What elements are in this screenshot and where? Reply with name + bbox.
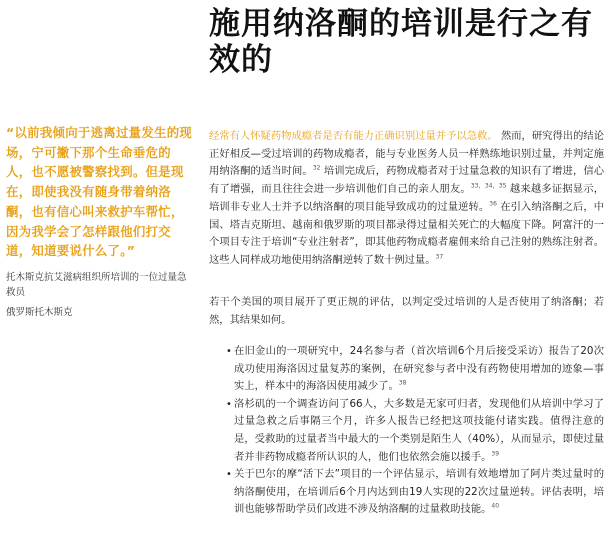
footnote-ref: 37 <box>435 253 444 261</box>
sentence: 越来越多证据显示，培训非专业人士并予以纳洛酮的项目能导致成功的过量逆转。 <box>209 183 605 213</box>
paragraph-intro <box>209 128 604 270</box>
list-item <box>209 343 604 396</box>
pull-quote: “以前我倾向于逃离过量发生的现场，宁可撇下那个生命垂危的人，也不愿被警察找到。但是现在，即使我没有随身带着纳洛酮，也有信心叫来救护车帮忙，因为我学会了怎样跟他们打交道，知道要说什么了。” <box>6 125 193 259</box>
quote-place: 俄罗斯托木斯克 <box>6 307 73 318</box>
paragraph-evaluation: 若干个美国的项目展开了更正规的评估，以判定受过培训的人是否使用了纳洛酮；若然，其结果如何。 <box>209 296 604 326</box>
page-title: 施用纳洛酮的培训是行之有效的 <box>209 6 593 78</box>
footnote-ref: 38 <box>398 379 407 387</box>
footnote-ref: 32 <box>312 164 321 172</box>
sentence: 在引入纳洛酮之后，中国、塔吉克斯坦、越南和俄罗斯的项目都录得过量相关死亡的大幅度下降。阿富汗的一个项目专注于培训“专业注射者”，即其他药物成瘾者雇佣来给自己注射的熟练注射者。这些人同样成功地使用纳洛酮逆转了数十例过量。 <box>209 200 605 266</box>
quote-attribution: 托木斯克抗艾滋病组织所培训的一位过量急救员 <box>6 272 187 298</box>
list-item-text: 洛杉矶的一个调查访问了66人，大多数是无家可归者，发现他们从培训中学习了过量急救之后事隔三个月，许多人报告已经把这项技能付诸实践。值得注意的是，受救助的过量者当中最大的一个类别是陌生人（40%），从而显示，即使过量者并非药物成瘾者所认识的人，他们也依然会施以援手。 <box>234 397 604 463</box>
bullet-icon: • <box>226 398 232 410</box>
sentence: 然而，研究得出的结论正好相反—受过培训的药物成瘾者，能与专业医务人员一样熟练地识别过量，并判定施用纳洛酮的适当时间。 <box>209 130 605 178</box>
list-item-text: 在旧金山的一项研究中，24名参与者（首次培训6个月后接受采访）报告了20次成功使用海洛因过量复苏的案例，在研究参与者中没有药物使用增加的迹象—事实上，样本中的海洛因使用减少了。 <box>234 345 604 393</box>
footnote-ref: 33，34，35 <box>470 182 507 190</box>
lead-sentence: 经常有人怀疑药物成瘾者是否有能力正确识别过量并予以急救。 <box>209 130 498 142</box>
evaluation-list <box>209 343 604 519</box>
list-item <box>209 466 604 519</box>
bullet-icon: • <box>226 346 232 357</box>
list-item-text: 关于巴尔的摩“活下去”项目的一个评估显示，培训有效地增加了阿片类过量时的纳洛酮使用，在培训后6个月内达到由19人实现的22次过量逆转。评估表明，培训也能够帮助学员们改进不涉及纳洛酮的过量救助技能。 <box>234 468 604 516</box>
list-item <box>209 396 604 466</box>
sentence: 培训完成后，药物成瘾者对于过量急救的知识有了增进，信心有了增强，而且往往会进一步培训他们自己的亲人朋友。 <box>209 165 605 196</box>
footnote-ref: 39 <box>491 450 500 458</box>
footnote-ref: 36 <box>489 200 497 208</box>
bullet-icon: • <box>226 469 232 481</box>
footnote-ref: 40 <box>491 502 500 510</box>
